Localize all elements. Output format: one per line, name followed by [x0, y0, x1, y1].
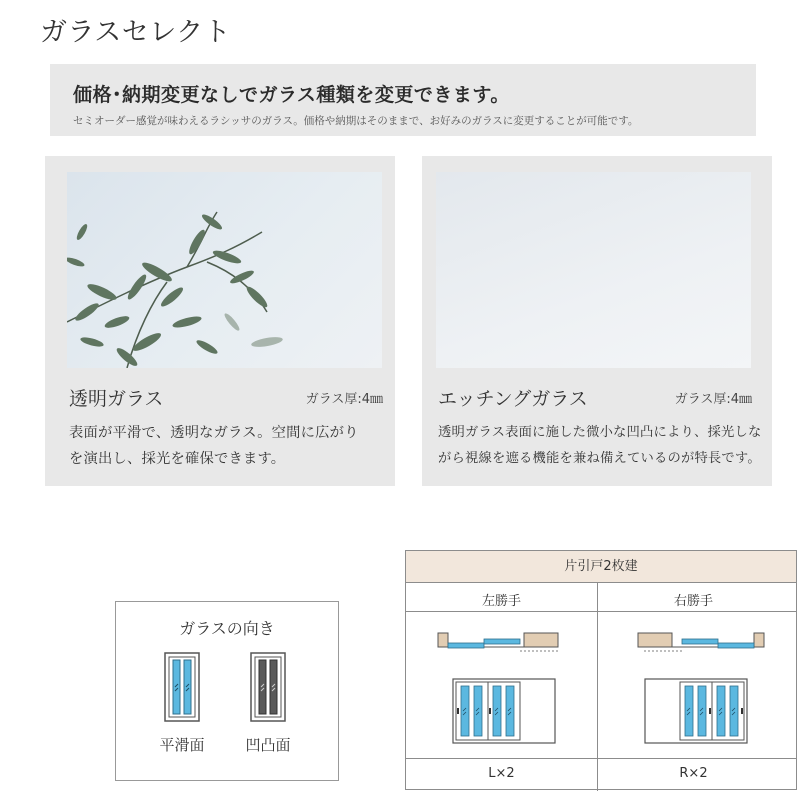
right-hand-label: 右勝手: [673, 594, 713, 609]
glass-description-line: がら視線を遮る機能を兼ね備えているのが特長です。: [438, 451, 761, 466]
glass-description-line: 透明ガラス表面に施した微小な凹凸により、採光しな: [438, 425, 762, 440]
banner-subtext: セミオーダー感覚が味わえるラシッサのガラス。価格や納期はそのままで、お好みのガラスに変更することが可能です。: [73, 115, 639, 127]
table-divider: [406, 758, 796, 759]
right-hand-elevation-diagram: [644, 678, 748, 744]
door-config-table: [405, 550, 797, 790]
glass-description: [69, 420, 399, 472]
left-hand-elevation-diagram: [452, 678, 556, 744]
glass-card-clear: [45, 156, 395, 486]
glass-orientation-box: [115, 601, 339, 781]
right-hand-code: R×2: [679, 766, 708, 781]
smooth-face-door-icon: [164, 652, 200, 722]
smooth-face-label: 平滑面: [159, 736, 205, 754]
left-hand-label: 左勝手: [481, 594, 521, 609]
glass-thickness: ガラス厚:4㎜: [305, 392, 383, 407]
left-hand-plan-diagram: [436, 627, 566, 657]
etched-glass-photo: [436, 172, 751, 368]
page-title: ガラスセレクト: [40, 17, 232, 48]
rough-face-door-icon: [250, 652, 286, 722]
eucalyptus-plant-image: [67, 172, 382, 368]
glass-name: エッチングガラス: [438, 388, 588, 410]
left-hand-code: L×2: [488, 766, 515, 781]
glass-description-line: を演出し、採光を確保できます。: [69, 451, 286, 467]
table-divider: [597, 582, 598, 791]
right-hand-plan-diagram: [636, 627, 766, 657]
table-header: 片引戸2枚建: [406, 551, 796, 583]
glass-description-line: 表面が平滑で、透明なガラス。空間に広がり: [69, 425, 359, 441]
glass-description: [438, 420, 768, 472]
glass-name: 透明ガラス: [69, 388, 164, 410]
glass-card-etched: [422, 156, 772, 486]
table-divider: [406, 611, 796, 612]
rough-face-label: 凹凸面: [245, 736, 291, 754]
glass-thickness: ガラス厚:4㎜: [674, 392, 752, 407]
orientation-title: ガラスの向き: [179, 619, 275, 638]
info-banner: [50, 64, 756, 136]
clear-glass-photo: [67, 172, 382, 368]
banner-headline: 価格･納期変更なしでガラス種類を変更できます。: [73, 84, 510, 106]
